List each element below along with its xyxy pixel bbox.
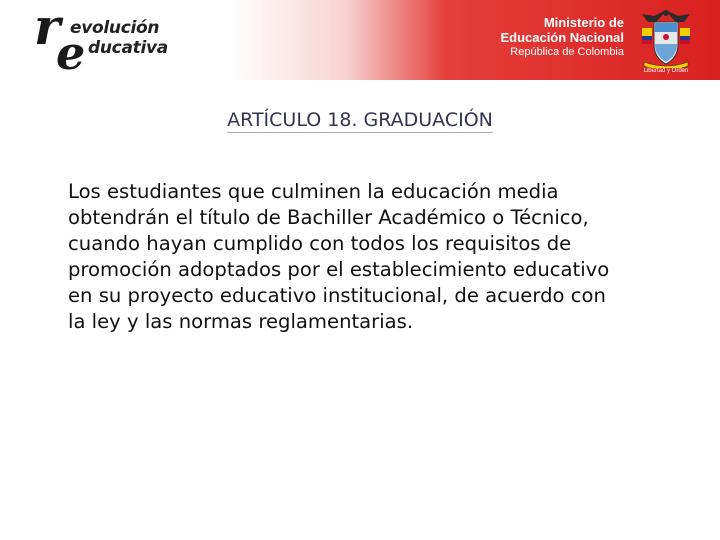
logo-initial-r: r	[34, 0, 61, 56]
paragraph-line: promoción adoptados por el establecimiento educativo	[68, 258, 610, 281]
slide-title-text: ARTÍCULO 18. GRADUACIÓN	[227, 109, 493, 131]
paragraph-line: obtendrán el título de Bachiller Académico o Técnico,	[68, 206, 589, 229]
crest-motto: Libertad y Orden	[643, 68, 689, 74]
logo-word-educativa: ducativa	[88, 38, 168, 58]
slide-title	[0, 109, 720, 131]
ministry-line-1: Ministerio de	[543, 15, 624, 30]
logo-word-revolucion: evolución	[70, 18, 160, 38]
revolucion-educativa-logo	[34, 0, 194, 80]
ministry-line-3: República de Colombia	[510, 45, 624, 58]
paragraph-line: en su proyecto educativo institucional, de acuerdo con	[68, 284, 606, 307]
paragraph-line: Los estudiantes que culminen la educación media	[68, 180, 559, 203]
ministry-name	[500, 16, 624, 59]
paragraph-line: cuando hayan cumplido con todos los requisitos de	[68, 232, 572, 255]
paragraph-line: la ley y las normas reglamentarias.	[68, 310, 414, 333]
ministry-line-2: Educación Nacional	[500, 29, 624, 45]
article-paragraph	[68, 179, 668, 335]
logo-initial-e: e	[56, 26, 86, 80]
colombia-coat-of-arms-icon	[634, 6, 698, 76]
header-banner	[0, 0, 720, 80]
